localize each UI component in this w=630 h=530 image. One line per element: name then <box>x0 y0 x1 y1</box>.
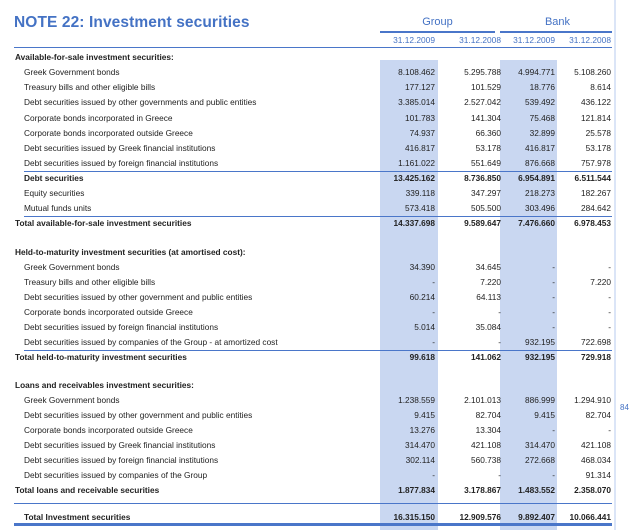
row-label: Greek Government bonds <box>24 262 120 272</box>
value-group-2008: 141.304 <box>471 113 501 123</box>
value-bank-2009: 6.954.891 <box>518 173 555 183</box>
value-bank-2008: 121.814 <box>581 113 611 123</box>
value-group-2009: 3.385.014 <box>398 97 435 107</box>
value-group-2009: 573.418 <box>405 203 435 213</box>
date-bank-2008: 31.12.2008 <box>569 35 611 45</box>
value-group-2009: 1.161.022 <box>398 158 435 168</box>
row-label: Equity securities <box>24 188 85 198</box>
table-row <box>0 156 614 171</box>
value-group-2009: 177.127 <box>405 82 435 92</box>
value-group-2009: 314.470 <box>405 440 435 450</box>
section-header-row <box>0 378 614 393</box>
table-row <box>0 468 614 483</box>
table-row <box>0 111 614 126</box>
subtotal-rule <box>24 171 612 172</box>
value-group-2009: 99.618 <box>409 352 435 362</box>
value-group-2008: 64.113 <box>476 292 501 302</box>
value-bank-2009: 18.776 <box>529 82 555 92</box>
value-group-2009: 9.415 <box>414 410 435 420</box>
bank-header-rule <box>500 31 612 33</box>
value-bank-2009: - <box>552 277 555 287</box>
value-group-2008: 5.295.788 <box>464 67 501 77</box>
row-label: Mutual funds units <box>24 203 92 213</box>
value-group-2008: 101.529 <box>471 82 501 92</box>
value-group-2009: 1.238.559 <box>398 395 435 405</box>
value-group-2009: 1.877.834 <box>398 485 435 495</box>
total-row <box>0 483 614 498</box>
page-edge-line <box>614 0 616 530</box>
table-row <box>0 453 614 468</box>
value-group-2009: 14.337.698 <box>393 218 435 228</box>
value-bank-2009: - <box>552 470 555 480</box>
value-group-2009: 5.014 <box>414 322 435 332</box>
value-group-2008: 7.220 <box>480 277 501 287</box>
value-group-2008: 2.527.042 <box>464 97 501 107</box>
value-group-2009: 302.114 <box>405 455 435 465</box>
value-bank-2009: 9.415 <box>534 410 555 420</box>
table-row <box>0 320 614 335</box>
value-bank-2008: 2.358.070 <box>574 485 611 495</box>
row-label: Total held-to-maturity investment securities <box>15 352 187 362</box>
value-bank-2009: 416.817 <box>525 143 555 153</box>
row-label: Available-for-sale investment securities: <box>15 52 174 62</box>
value-group-2008: 551.649 <box>471 158 501 168</box>
value-group-2009: 74.937 <box>409 128 435 138</box>
value-group-2009: 8.108.462 <box>398 67 435 77</box>
value-group-2009: 101.783 <box>405 113 435 123</box>
table-row <box>0 438 614 453</box>
row-label: Debt securities issued by foreign financial institutions <box>24 455 219 465</box>
value-bank-2009: - <box>552 307 555 317</box>
value-bank-2008: 53.178 <box>585 143 611 153</box>
value-group-2008: 347.297 <box>471 188 501 198</box>
value-bank-2009: 272.668 <box>525 455 555 465</box>
value-bank-2009: 9.892.407 <box>518 512 555 522</box>
value-group-2008: 3.178.867 <box>464 485 501 495</box>
value-group-2009: 13.425.162 <box>393 173 435 183</box>
value-group-2009: 416.817 <box>405 143 435 153</box>
value-bank-2008: - <box>608 425 611 435</box>
value-bank-2009: 932.195 <box>525 352 555 362</box>
value-group-2009: 16.315.150 <box>393 512 435 522</box>
value-group-2008: 8.736.850 <box>464 173 501 183</box>
row-label: Held-to-maturity investment securities (at amortised cost): <box>15 247 246 257</box>
section-header-row <box>0 50 614 65</box>
row-label: Debt securities issued by Greek financial institutions <box>24 440 216 450</box>
row-label: Treasury bills and other eligible bills <box>24 82 156 92</box>
value-bank-2008: 722.698 <box>581 337 611 347</box>
value-bank-2009: 7.476.660 <box>518 218 555 228</box>
row-label: Total Investment securities <box>24 512 131 522</box>
total-row <box>0 350 614 365</box>
value-group-2008: - <box>498 307 501 317</box>
value-group-2009: - <box>432 470 435 480</box>
value-bank-2009: 876.668 <box>525 158 555 168</box>
value-bank-2008: - <box>608 322 611 332</box>
grand-total-bottom-rule <box>14 523 612 526</box>
value-group-2008: 421.108 <box>471 440 501 450</box>
date-group-2009: 31.12.2009 <box>393 35 435 45</box>
value-bank-2009: 539.492 <box>525 97 555 107</box>
row-label: Debt securities issued by companies of the Group <box>24 470 208 480</box>
value-group-2008: 9.589.647 <box>464 218 501 228</box>
row-label: Greek Government bonds <box>24 67 120 77</box>
group-header-rule <box>380 31 495 33</box>
value-bank-2008: 82.704 <box>585 410 611 420</box>
row-label: Corporate bonds incorporated outside Greece <box>24 307 193 317</box>
grand-total-top-rule <box>14 503 612 504</box>
row-label: Corporate bonds incorporated in Greece <box>24 113 173 123</box>
value-bank-2008: 284.642 <box>581 203 611 213</box>
table-row <box>0 423 614 438</box>
row-label: Debt securities issued by Greek financial institutions <box>24 143 216 153</box>
row-label: Greek Government bonds <box>24 395 120 405</box>
table-row <box>0 275 614 290</box>
page-title: NOTE 22: Investment securities <box>14 14 250 31</box>
value-group-2009: 339.118 <box>405 188 435 198</box>
row-label: Total available-for-sale investment securities <box>15 218 192 228</box>
value-group-2009: 60.214 <box>409 292 435 302</box>
value-bank-2008: 6.511.544 <box>574 173 611 183</box>
value-group-2008: 2.101.013 <box>464 395 501 405</box>
value-group-2009: - <box>432 307 435 317</box>
value-bank-2008: 6.978.453 <box>574 218 611 228</box>
value-bank-2008: 182.267 <box>581 188 611 198</box>
value-bank-2008: 1.294.910 <box>574 395 611 405</box>
table-row <box>0 393 614 408</box>
value-bank-2009: 314.470 <box>525 440 555 450</box>
row-label: Debt securities issued by other government and public entities <box>24 410 253 420</box>
value-group-2008: 505.500 <box>471 203 501 213</box>
row-label: Corporate bonds incorporated outside Greece <box>24 128 193 138</box>
bank-header: Bank <box>544 16 571 28</box>
value-bank-2008: 7.220 <box>590 277 611 287</box>
subtotal-rule <box>24 350 612 351</box>
value-group-2008: - <box>498 470 501 480</box>
value-bank-2009: - <box>552 322 555 332</box>
value-bank-2008: - <box>608 262 611 272</box>
table-row <box>0 95 614 110</box>
value-group-2008: 35.084 <box>475 322 501 332</box>
page-number: 84 <box>620 403 629 412</box>
table-row <box>0 65 614 80</box>
value-group-2009: - <box>432 277 435 287</box>
value-bank-2009: 1.483.552 <box>518 485 555 495</box>
value-bank-2009: 32.899 <box>529 128 555 138</box>
row-label: Treasury bills and other eligible bills <box>24 277 156 287</box>
row-label: Corporate bonds incorporated outside Greece <box>24 425 193 435</box>
value-bank-2009: 218.273 <box>525 188 555 198</box>
value-bank-2009: 303.496 <box>525 203 555 213</box>
table-row <box>0 80 614 95</box>
value-group-2009: 13.276 <box>409 425 435 435</box>
row-label: Debt securities <box>24 173 84 183</box>
value-bank-2008: 91.314 <box>585 470 611 480</box>
table-row <box>0 186 614 201</box>
value-bank-2008: 757.978 <box>581 158 611 168</box>
value-bank-2009: - <box>552 262 555 272</box>
table-row <box>0 290 614 305</box>
value-bank-2008: 10.066.441 <box>569 512 611 522</box>
value-bank-2008: 421.108 <box>581 440 611 450</box>
value-bank-2009: 886.999 <box>525 395 555 405</box>
value-bank-2009: - <box>552 425 555 435</box>
value-group-2008: 141.062 <box>471 352 501 362</box>
row-label: Debt securities issued by other governments and public entities <box>24 97 257 107</box>
row-label: Total loans and receivable securities <box>15 485 160 495</box>
value-group-2008: 12.909.576 <box>459 512 501 522</box>
value-bank-2008: 25.578 <box>585 128 611 138</box>
row-label: Loans and receivables investment securities: <box>15 380 194 390</box>
value-group-2009: - <box>432 337 435 347</box>
total-row <box>0 171 614 186</box>
value-bank-2008: 729.918 <box>581 352 611 362</box>
value-group-2008: 82.704 <box>475 410 501 420</box>
value-bank-2008: 436.122 <box>581 97 611 107</box>
value-bank-2009: 932.195 <box>525 337 555 347</box>
table-row <box>0 335 614 350</box>
value-bank-2008: 468.034 <box>581 455 611 465</box>
value-bank-2008: - <box>608 292 611 302</box>
value-group-2008: 53.178 <box>475 143 501 153</box>
value-bank-2009: 75.468 <box>529 113 555 123</box>
subtotal-rule <box>24 216 612 217</box>
table-row <box>0 126 614 141</box>
value-group-2008: 13.304 <box>475 425 501 435</box>
value-group-2008: - <box>498 337 501 347</box>
value-bank-2008: - <box>608 307 611 317</box>
total-row <box>0 216 614 231</box>
table-row <box>0 141 614 156</box>
row-label: Debt securities issued by foreign financial institutions <box>24 158 219 168</box>
date-bank-2009: 31.12.2009 <box>513 35 555 45</box>
value-bank-2008: 5.108.260 <box>574 67 611 77</box>
table-row <box>0 201 614 216</box>
row-label: Debt securities issued by companies of the Group - at amortized cost <box>24 337 278 347</box>
value-group-2009: 34.390 <box>409 262 435 272</box>
group-header: Group <box>422 16 453 28</box>
value-bank-2008: 8.614 <box>590 82 611 92</box>
table-row <box>0 305 614 320</box>
value-bank-2009: - <box>552 292 555 302</box>
section-header-row <box>0 245 614 260</box>
value-group-2008: 34.645 <box>475 262 501 272</box>
row-label: Debt securities issued by foreign financial institutions <box>24 322 219 332</box>
row-label: Debt securities issued by other government and public entities <box>24 292 253 302</box>
value-group-2008: 560.738 <box>471 455 501 465</box>
value-group-2008: 66.360 <box>475 128 501 138</box>
value-bank-2009: 4.994.771 <box>518 67 555 77</box>
date-group-2008: 31.12.2008 <box>459 35 501 45</box>
header-divider <box>14 47 612 48</box>
table-row <box>0 408 614 423</box>
table-row <box>0 260 614 275</box>
